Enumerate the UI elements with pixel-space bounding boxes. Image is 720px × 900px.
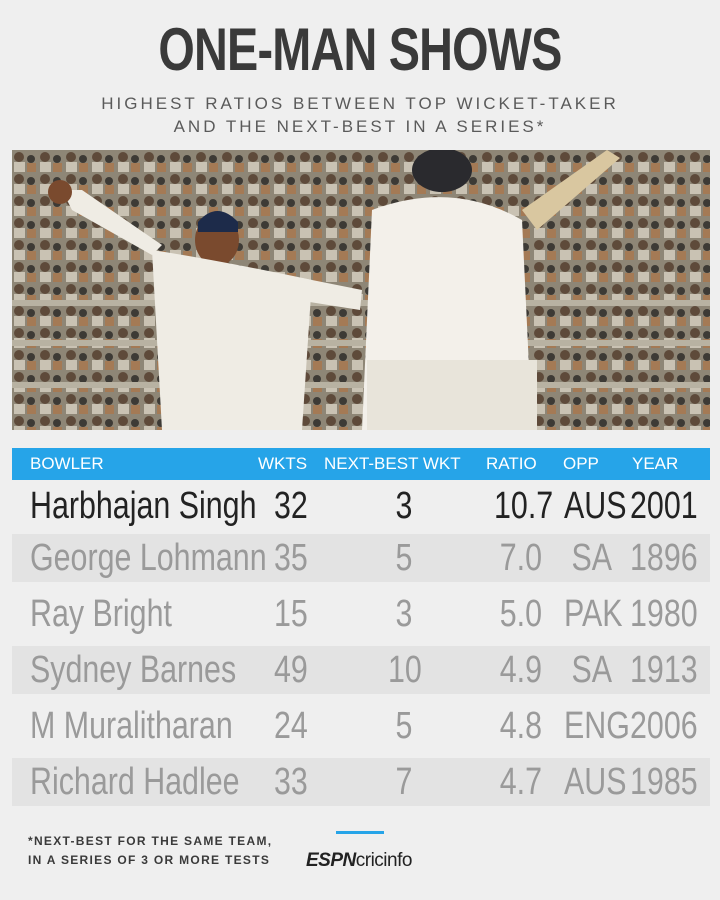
cell-ratio: 5.0	[499, 593, 542, 635]
header-next-best: NEXT-BEST WKT	[324, 454, 461, 473]
header-ratio: RATIO	[486, 454, 537, 473]
cell-wkts: 32	[274, 485, 308, 527]
table-row	[12, 534, 710, 582]
cell-bowler: Sydney Barnes	[30, 649, 237, 691]
logo-cricinfo: cricinfo	[355, 850, 412, 871]
accent-line	[336, 831, 384, 834]
header-opp: OPP	[563, 454, 599, 473]
logo-espn: ESPN	[306, 850, 356, 871]
cell-opp: AUS	[564, 485, 627, 527]
cell-bowler: M Muralitharan	[30, 705, 233, 747]
cell-wkts: 15	[274, 593, 308, 635]
cell-wkts: 33	[274, 761, 308, 803]
cell-opp: AUS	[564, 761, 627, 803]
cell-wkts: 24	[274, 705, 308, 747]
header-bowler: BOWLER	[30, 454, 104, 473]
photo-illustration	[12, 150, 710, 430]
footnote-line-1: *NEXT-BEST FOR THE SAME TEAM,	[28, 834, 273, 848]
cell-bowler: Richard Hadlee	[30, 761, 240, 803]
cell-ratio: 7.0	[499, 537, 542, 579]
cell-year: 2006	[630, 705, 698, 747]
cell-year: 1896	[630, 537, 698, 579]
cell-year: 2001	[630, 485, 698, 527]
cell-wkts: 35	[274, 537, 308, 579]
cell-year: 1985	[630, 761, 698, 803]
subtitle-line-2: AND THE NEXT-BEST IN A SERIES*	[173, 117, 547, 136]
cell-next-best: 3	[395, 485, 413, 527]
table-header	[12, 448, 710, 480]
cell-ratio: 10.7	[494, 485, 554, 527]
cell-bowler: Harbhajan Singh	[30, 485, 257, 527]
cell-bowler: George Lohmann	[30, 537, 267, 579]
cell-next-best: 7	[395, 761, 413, 803]
cell-wkts: 49	[274, 649, 308, 691]
table-row	[12, 590, 710, 638]
table-row	[12, 702, 710, 750]
cell-next-best: 5	[395, 537, 413, 579]
table-row	[12, 758, 710, 806]
cell-opp: SA	[571, 649, 612, 691]
cell-opp: SA	[571, 537, 612, 579]
cell-ratio: 4.7	[499, 761, 542, 803]
cell-year: 1913	[630, 649, 698, 691]
header-wkts: WKTS	[258, 454, 308, 473]
cell-next-best: 5	[395, 705, 413, 747]
footnote-line-2: IN A SERIES OF 3 OR MORE TESTS	[28, 853, 271, 867]
cell-year: 1980	[630, 593, 698, 635]
cricket-photo	[12, 150, 710, 430]
espncricinfo-logo	[306, 850, 412, 872]
cell-next-best: 3	[395, 593, 413, 635]
subtitle-line-1: HIGHEST RATIOS BETWEEN TOP WICKET-TAKER	[101, 94, 619, 113]
table-row	[12, 646, 710, 694]
cell-opp: PAK	[564, 593, 623, 635]
table-row	[12, 482, 710, 530]
header-year: YEAR	[632, 454, 679, 473]
page-title: ONE-MAN SHOWS	[158, 16, 562, 83]
cell-ratio: 4.8	[499, 705, 542, 747]
cell-next-best: 10	[388, 649, 422, 691]
cell-ratio: 4.9	[499, 649, 542, 691]
cell-opp: ENG	[564, 705, 630, 747]
cell-bowler: Ray Bright	[30, 593, 172, 635]
